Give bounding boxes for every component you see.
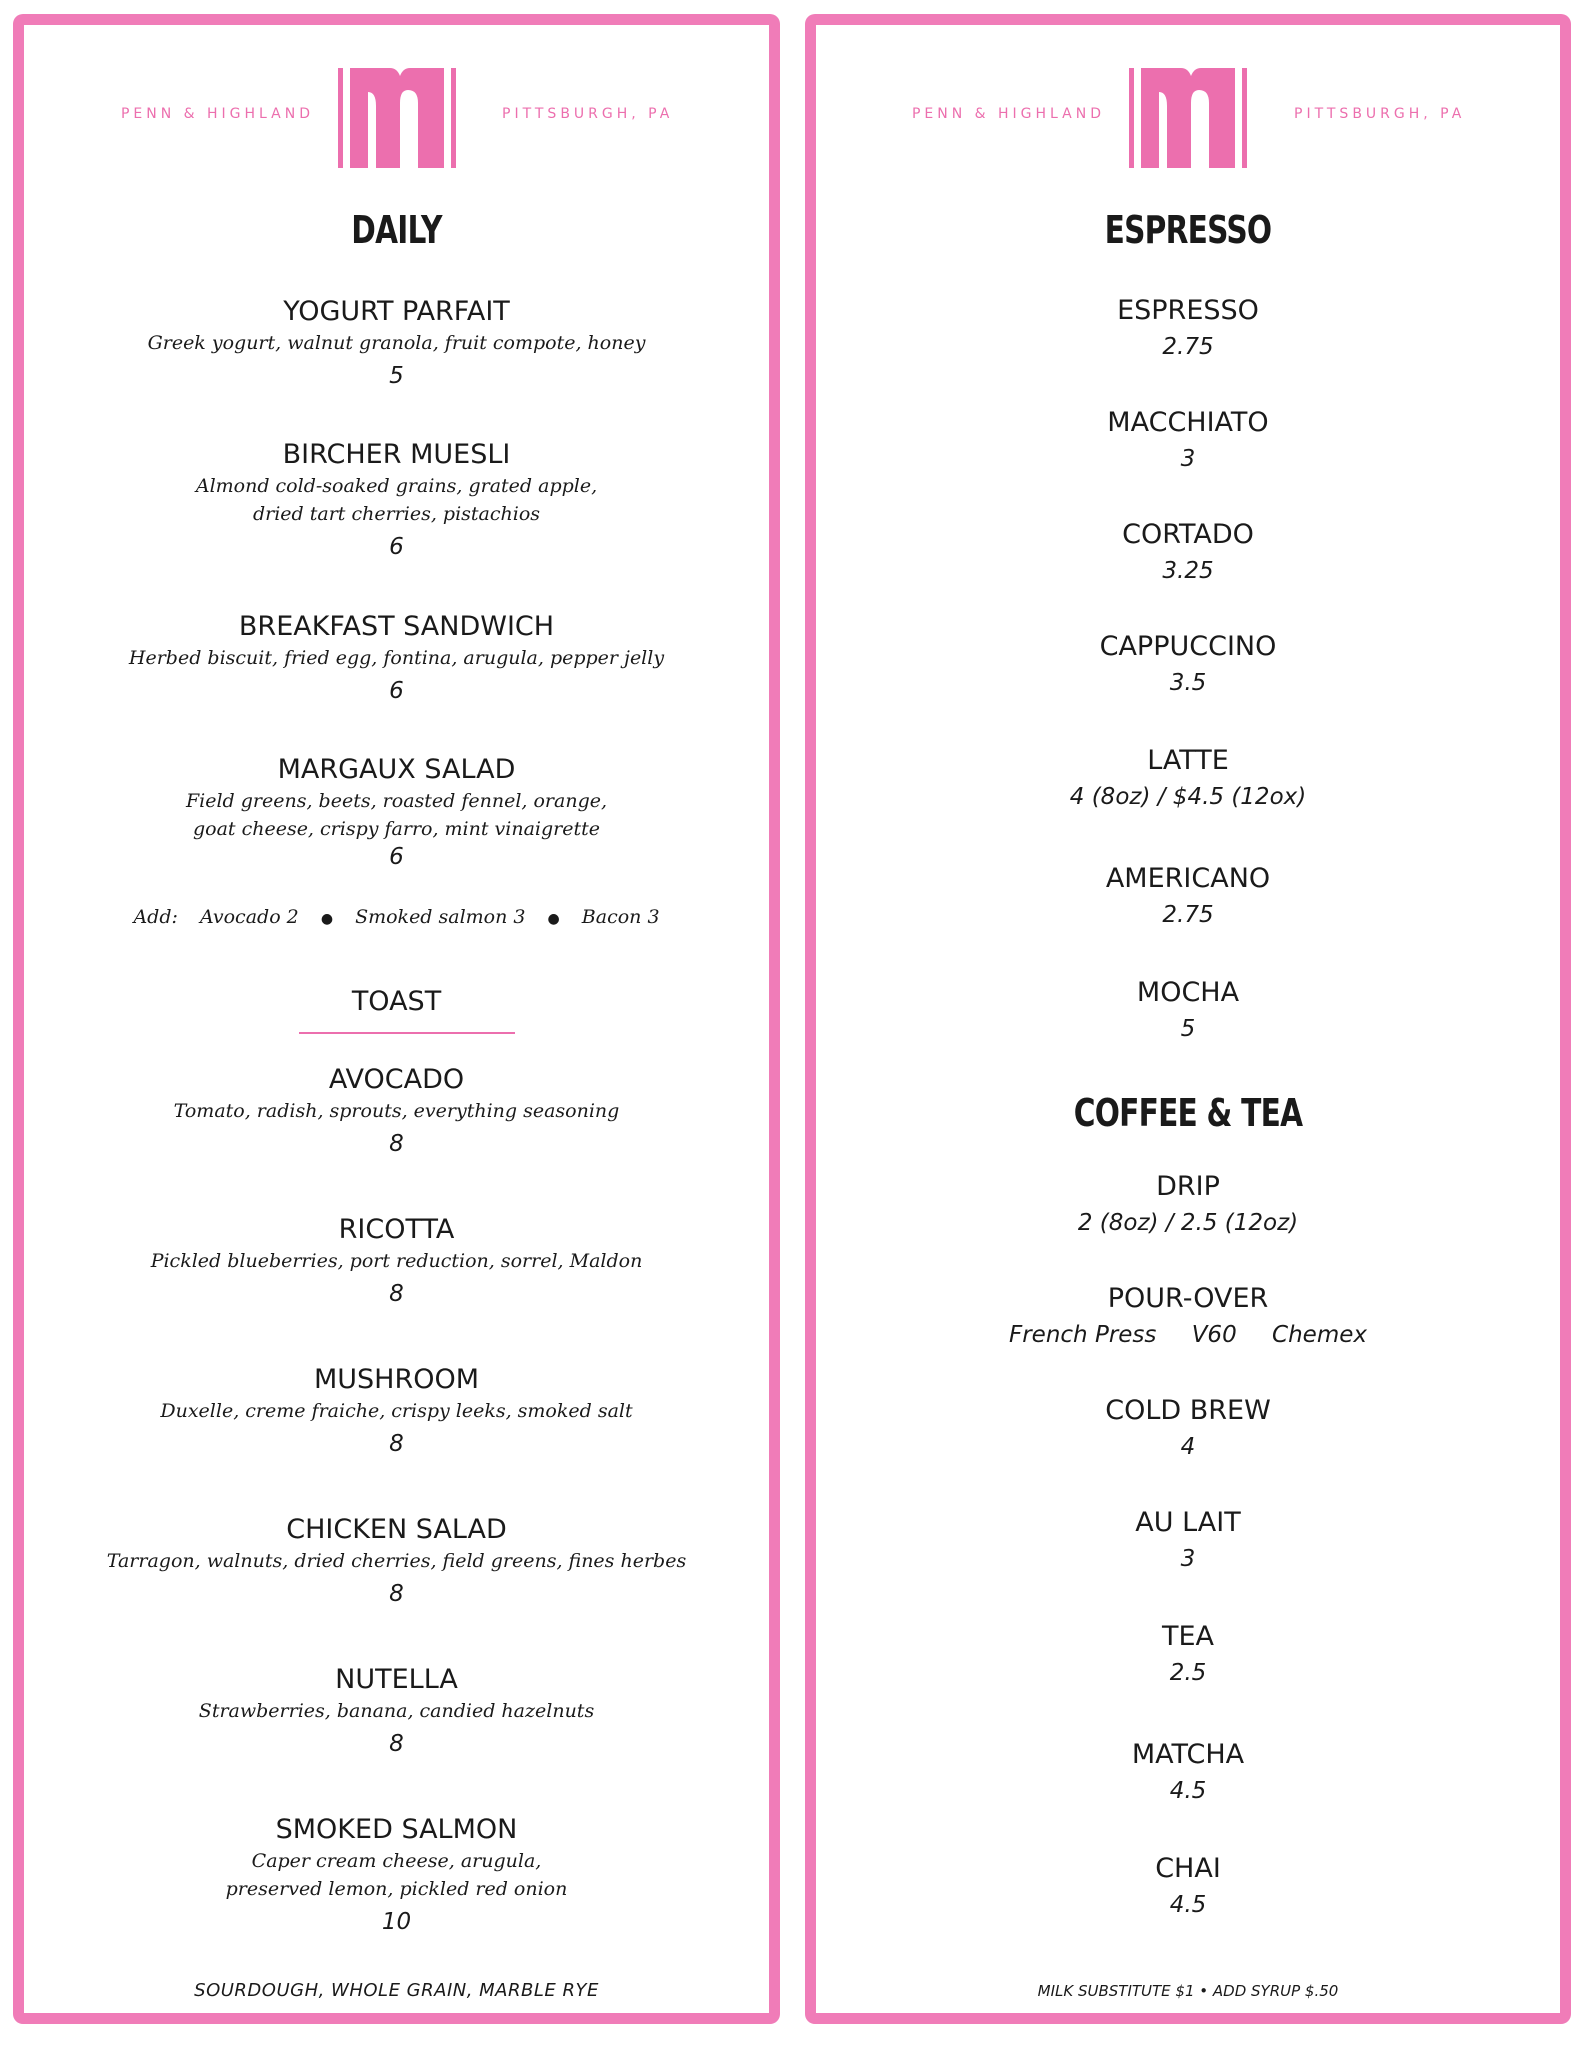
- location-street: PENN & HIGHLAND: [120, 106, 314, 122]
- brew-method: V60: [1191, 1322, 1237, 1348]
- menu-item: [24, 1363, 769, 1463]
- item-price: 4: [1180, 1434, 1196, 1460]
- item-price: 6: [389, 678, 404, 704]
- item-price: 3.5: [1169, 670, 1207, 696]
- section-title-toast: TOAST: [351, 986, 442, 1017]
- menu-item: [816, 862, 1560, 934]
- item-price: 8: [389, 1131, 404, 1157]
- item-name: NUTELLA: [335, 1664, 458, 1695]
- bullet-icon: ●: [320, 911, 334, 927]
- menu-item: [816, 976, 1560, 1048]
- menu-item: [24, 1513, 769, 1613]
- item-name: BIRCHER MUESLI: [282, 439, 511, 470]
- item-name: CORTADO: [1122, 519, 1254, 550]
- divider: [299, 1032, 515, 1034]
- item-name: DRIP: [1156, 1171, 1220, 1202]
- item-name: CAPPUCCINO: [1099, 631, 1277, 662]
- item-description: Caper cream cheese, arugula, preserved lemon, pickled red onion: [225, 1850, 568, 1900]
- item-description: Tomato, radish, sprouts, everything seasoning: [173, 1100, 620, 1122]
- addons-line: [24, 906, 769, 928]
- item-price: 5: [1180, 1016, 1196, 1042]
- item-price: 5: [389, 363, 404, 389]
- item-description: Tarragon, walnuts, dried cherries, field greens, fines herbes: [106, 1550, 687, 1572]
- menu-item: [24, 1813, 769, 1941]
- item-name: MATCHA: [1131, 1739, 1245, 1770]
- menu-item: [24, 295, 769, 395]
- item-name: MUSHROOM: [313, 1364, 480, 1395]
- menu-item: [816, 744, 1560, 816]
- item-price: 4 (8oz) / $4.5 (12ox): [1069, 784, 1307, 810]
- item-name: MACCHIATO: [1107, 407, 1269, 438]
- addons-label: Add:: [133, 906, 178, 928]
- item-name: RICOTTA: [338, 1214, 455, 1245]
- menu-item: [816, 630, 1560, 702]
- extras-note: MILK SUBSTITUTE $1 • ADD SYRUP $.50: [1037, 1982, 1339, 2000]
- menu-item: [24, 1663, 769, 1763]
- brew-methods: [816, 1316, 1560, 1354]
- item-price: 8: [389, 1731, 404, 1757]
- item-name: MARGAUX SALAD: [277, 754, 516, 785]
- item-name: COLD BREW: [1105, 1395, 1271, 1426]
- item-price: 3: [1180, 446, 1196, 472]
- item-price: 8: [389, 1281, 404, 1307]
- section-title-daily: DAILY: [351, 208, 442, 252]
- menu-item: [816, 406, 1560, 478]
- menu-item: [24, 438, 769, 566]
- item-description: Pickled blueberries, port reduction, sorrel, Maldon: [150, 1250, 643, 1272]
- item-price: 4.5: [1169, 1778, 1207, 1804]
- item-name: CHICKEN SALAD: [286, 1514, 507, 1545]
- menu-item: [816, 1620, 1560, 1692]
- menu-item: [24, 1063, 769, 1163]
- menu-header: [24, 68, 769, 168]
- location-city: PITTSBURGH, PA: [1294, 106, 1466, 122]
- item-price: 2 (8oz) / 2.5 (12oz): [1077, 1210, 1299, 1236]
- item-name: YOGURT PARFAIT: [283, 296, 510, 327]
- item-price: 8: [389, 1431, 404, 1457]
- item-name: CHAI: [1155, 1853, 1221, 1884]
- menu-item: [816, 1506, 1560, 1578]
- section-title-espresso: ESPRESSO: [1104, 208, 1272, 252]
- menu-item: [816, 518, 1560, 590]
- item-name: MOCHA: [1136, 977, 1240, 1008]
- addon-option: Smoked salmon 3: [355, 906, 526, 928]
- item-price: 2.5: [1169, 1660, 1207, 1686]
- menu-item: [816, 1738, 1560, 1810]
- menu-item: [816, 1394, 1560, 1466]
- item-description: Field greens, beets, roasted fennel, orange, goat cheese, crispy farro, mint vinaigrette: [185, 790, 608, 840]
- item-price: 10: [381, 1909, 412, 1935]
- item-price: 3.25: [1162, 558, 1214, 584]
- bullet-icon: ●: [547, 911, 560, 927]
- item-name: AU LAIT: [1135, 1507, 1241, 1538]
- item-name: LATTE: [1147, 745, 1229, 776]
- addon-option: Avocado 2: [199, 906, 299, 928]
- item-name: SMOKED SALMON: [275, 1814, 518, 1845]
- item-price: 6: [389, 844, 404, 870]
- section-title-coffee-tea: COFFEE & TEA: [1073, 1091, 1303, 1135]
- menu-item: [816, 294, 1560, 366]
- item-price: 8: [389, 1581, 404, 1607]
- item-description: Greek yogurt, walnut granola, fruit compote, honey: [147, 332, 646, 354]
- location-street: PENN & HIGHLAND: [911, 106, 1105, 122]
- item-name: AVOCADO: [328, 1064, 465, 1095]
- item-name: POUR-OVER: [1107, 1283, 1269, 1314]
- item-description: Herbed biscuit, fried egg, fontina, arugula, pepper jelly: [128, 647, 665, 669]
- item-description: Strawberries, banana, candied hazelnuts: [198, 1700, 595, 1722]
- m-logo-icon: [1129, 68, 1247, 168]
- item-price: 6: [389, 534, 404, 560]
- location-city: PITTSBURGH, PA: [502, 106, 674, 122]
- menu-item: [816, 1282, 1560, 1354]
- item-price: 3: [1180, 1546, 1196, 1572]
- menu-panel-food: [13, 14, 780, 2024]
- item-price: 4.5: [1169, 1892, 1207, 1918]
- item-name: ESPRESSO: [1117, 295, 1259, 326]
- brew-method: French Press: [1009, 1322, 1157, 1348]
- menu-item: [24, 610, 769, 710]
- menu-item: [24, 753, 769, 871]
- m-logo-icon: [338, 68, 456, 168]
- brew-method: Chemex: [1272, 1322, 1367, 1348]
- menu-panel-drinks: [805, 14, 1571, 2024]
- menu-item: [816, 1170, 1560, 1242]
- menu-header: [816, 68, 1560, 168]
- item-description: Duxelle, creme fraiche, crispy leeks, smoked salt: [160, 1400, 633, 1422]
- menu-item: [24, 1213, 769, 1313]
- item-price: 2.75: [1162, 334, 1214, 360]
- menu-item: [816, 1852, 1560, 1924]
- bread-options-note: SOURDOUGH, WHOLE GRAIN, MARBLE RYE: [194, 1980, 599, 2001]
- item-name: AMERICANO: [1105, 863, 1271, 894]
- item-price: 2.75: [1162, 902, 1214, 928]
- item-name: BREAKFAST SANDWICH: [238, 611, 555, 642]
- addon-option: Bacon 3: [581, 906, 660, 928]
- item-description: Almond cold-soaked grains, grated apple, dried tart cherries, pistachios: [195, 475, 598, 525]
- item-name: TEA: [1161, 1621, 1215, 1652]
